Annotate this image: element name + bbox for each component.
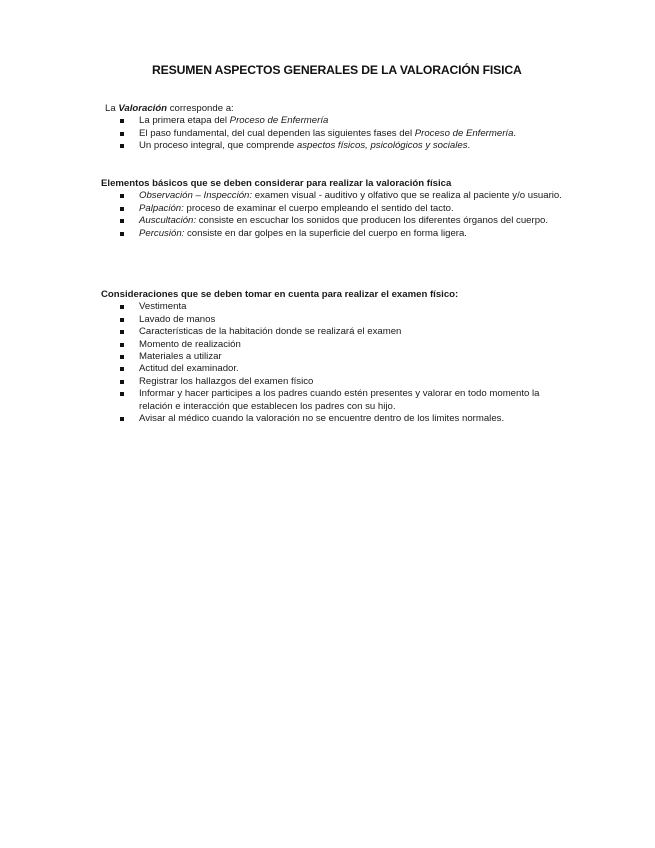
intro-lead-pre: La	[105, 103, 119, 114]
list-item: Lavado de manos	[101, 314, 571, 326]
elements-section	[101, 178, 571, 240]
intro-lead	[105, 103, 575, 115]
list-item	[105, 140, 575, 152]
list-item	[101, 190, 571, 202]
intro-section	[105, 103, 575, 153]
item-text: La primera etapa del	[139, 115, 230, 127]
list-item: Avisar al médico cuando la valoración no se encuentre dentro de los limites normales.	[101, 413, 571, 425]
list-item	[101, 203, 571, 215]
list-item: Vestimenta	[101, 301, 571, 313]
list-item	[101, 228, 571, 240]
list-item: Registrar los hallazgos del examen físico	[101, 376, 571, 388]
list-item	[105, 128, 575, 140]
list-item	[101, 215, 571, 227]
page-title: RESUMEN ASPECTOS GENERALES DE LA VALORACIÓN FISICA	[152, 63, 522, 77]
considerations-section	[101, 289, 571, 425]
intro-lead-bold: Valoración	[118, 103, 168, 114]
item-italic: aspectos físicos, psicológicos y sociales	[296, 140, 468, 152]
intro-lead-post: corresponde a:	[167, 103, 234, 114]
considerations-list	[101, 301, 571, 425]
list-item: Momento de realización	[101, 339, 571, 351]
intro-list	[105, 115, 575, 152]
item-italic: Proceso de Enfermería	[229, 115, 329, 127]
item-italic: Auscultación:	[139, 215, 197, 227]
item-text: proceso de examinar el cuerpo empleando el sentido del tacto.	[183, 202, 454, 214]
elements-list	[101, 190, 571, 240]
item-text: Un proceso integral, que comprende	[139, 140, 297, 152]
item-italic: Palpación:	[139, 202, 184, 214]
item-italic: Observación – Inspección:	[139, 190, 253, 202]
list-item: Actitud del examinador.	[101, 363, 571, 375]
list-item: Características de la habitación donde se realizará el examen	[101, 326, 571, 338]
item-after: .	[467, 140, 471, 152]
section-heading: Consideraciones que se deben tomar en cuenta para realizar el examen físico:	[101, 289, 459, 300]
item-text: examen visual - auditivo y olfativo que se realiza al paciente y/o usuario.	[252, 190, 562, 202]
item-text: El paso fundamental, del cual dependen las siguientes fases del	[139, 127, 415, 139]
item-italic: Proceso de Enfermería	[414, 127, 514, 139]
item-italic: Percusión:	[139, 227, 185, 239]
item-text: consiste en dar golpes en la superficie del cuerpo en forma ligera.	[184, 227, 467, 239]
item-text: consiste en escuchar los sonidos que producen los diferentes órganos del cuerpo.	[196, 215, 549, 227]
section-heading: Elementos básicos que se deben considerar para realizar la valoración física	[101, 178, 452, 189]
list-item: Materiales a utilizar	[101, 351, 571, 363]
list-item	[105, 115, 575, 127]
list-item: Informar y hacer participes a los padres cuando estén presentes y valorar en todo momento la relación e interacción que establecen los padres con su hijo.	[101, 388, 571, 413]
item-after: .	[513, 127, 517, 139]
